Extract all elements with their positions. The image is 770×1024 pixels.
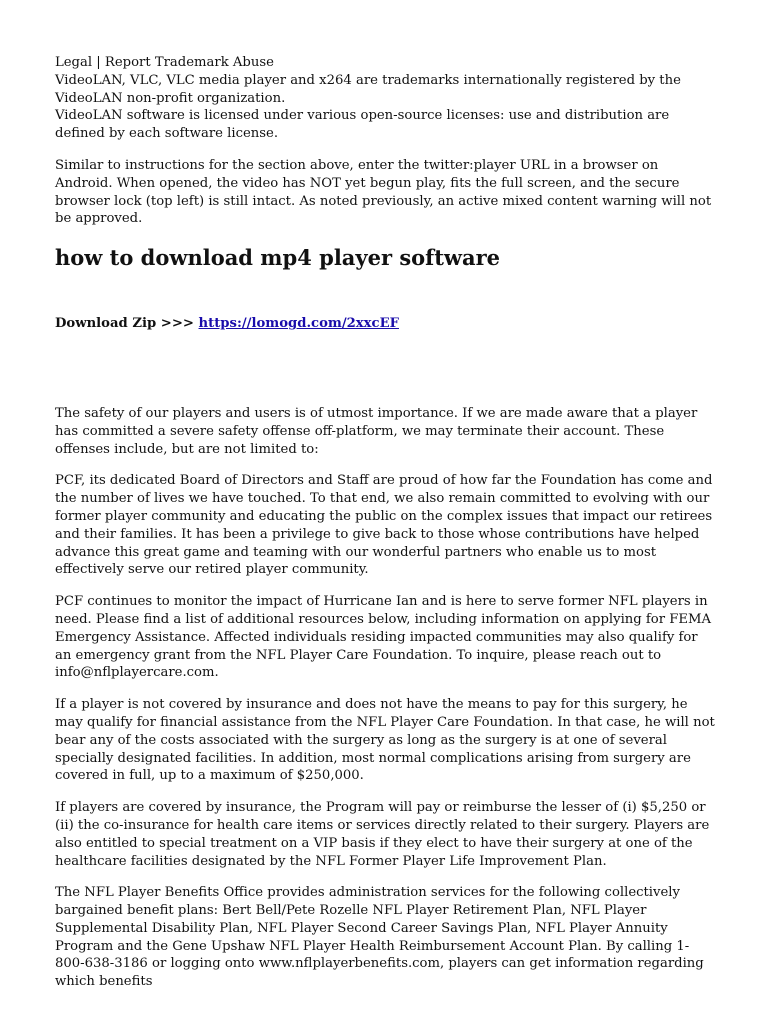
- page-title: how to download mp4 player software: [55, 245, 501, 271]
- intro-paragraph: Similar to instructions for the section above, enter the twitter:player URL in a browser on Android. When opened, the video has NOT yet begun play, fits the full screen, and the secure browser lock (top left) is still intact. As noted previously, an active mixed content warning will not be approved.: [55, 157, 712, 227]
- legal-link-line[interactable]: Legal | Report Trademark Abuse: [55, 55, 274, 70]
- body-paragraph-benefits-office: The NFL Player Benefits Office provides administration services for the following collectively bargained benefit plans: Bert Bell/Pete Rozelle NFL Player Retirement Plan, NFL Player Supplemental Disability Plan, NFL Player Second Career Savings Plan, NFL Player Annuity Program and the Gene Upshaw NFL Player Health Reimbursement Account Plan. By calling 1-800-638-3186 or logging onto www.nflplayerbenefits.com, players can get information regarding which benefits: [55, 885, 704, 990]
- body-paragraph-insured: If players are covered by insurance, the Program will pay or reimburse the lesser of (i) $5,250 or (ii) the co-insurance for health care items or services directly related to their surgery. Players are also entitled to special treatment on a VIP basis if they elect to have their surgery at one of the healthcare facilities designated by the NFL Former Player Life Improvement Plan.: [55, 800, 710, 869]
- body-paragraph-safety: The safety of our players and users is of utmost importance. If we are made aware that a player has committed a severe safety offense off-platform, we may terminate their account. These offenses include, but are not limited to:: [55, 405, 698, 457]
- body-paragraph-uninsured: If a player is not covered by insurance and does not have the means to pay for this surgery, he may qualify for financial assistance from the NFL Player Care Foundation. In that case, he will not bear any of the costs associated with the surgery as long as the surgery is at one of several specially designated facilities. In addition, most normal complications arising from surgery are covered in full, up to a maximum of $250,000.: [55, 697, 715, 784]
- document-page: [55, 54, 717, 991]
- download-line: [55, 315, 717, 333]
- trademark-notice: VideoLAN, VLC, VLC media player and x264 are trademarks internationally registered by the VideoLAN non-profit organization.: [55, 72, 681, 106]
- download-label: Download Zip >>>: [55, 316, 199, 332]
- download-link[interactable]: https://lomogd.com/2xxcEF: [198, 316, 399, 332]
- legal-notice: [55, 54, 717, 143]
- license-notice: VideoLAN software is licensed under various open-source licenses: use and distribution are defined by each software license.: [55, 108, 670, 142]
- body-paragraph-hurricane: PCF continues to monitor the impact of Hurricane Ian and is here to serve former NFL players in need. Please find a list of additional resources below, including information on applying for FEMA Emergency Assistance. Affected individuals residing impacted communities may also qualify for an emergency grant from the NFL Player Care Foundation. To inquire, please reach out to info@nflplayercare.com.: [55, 594, 712, 681]
- blank-space: [55, 333, 717, 391]
- body-paragraph-pcf-board: PCF, its dedicated Board of Directors and Staff are proud of how far the Foundation has come and the number of lives we have touched. To that end, we also remain committed to evolving with our former player community and educating the public on the complex issues that impact our retirees and their families. It has been a privilege to give back to those whose contributions have helped advance this great game and teaming with our wonderful partners who enable us to most effectively serve our retired player community.: [55, 473, 713, 578]
